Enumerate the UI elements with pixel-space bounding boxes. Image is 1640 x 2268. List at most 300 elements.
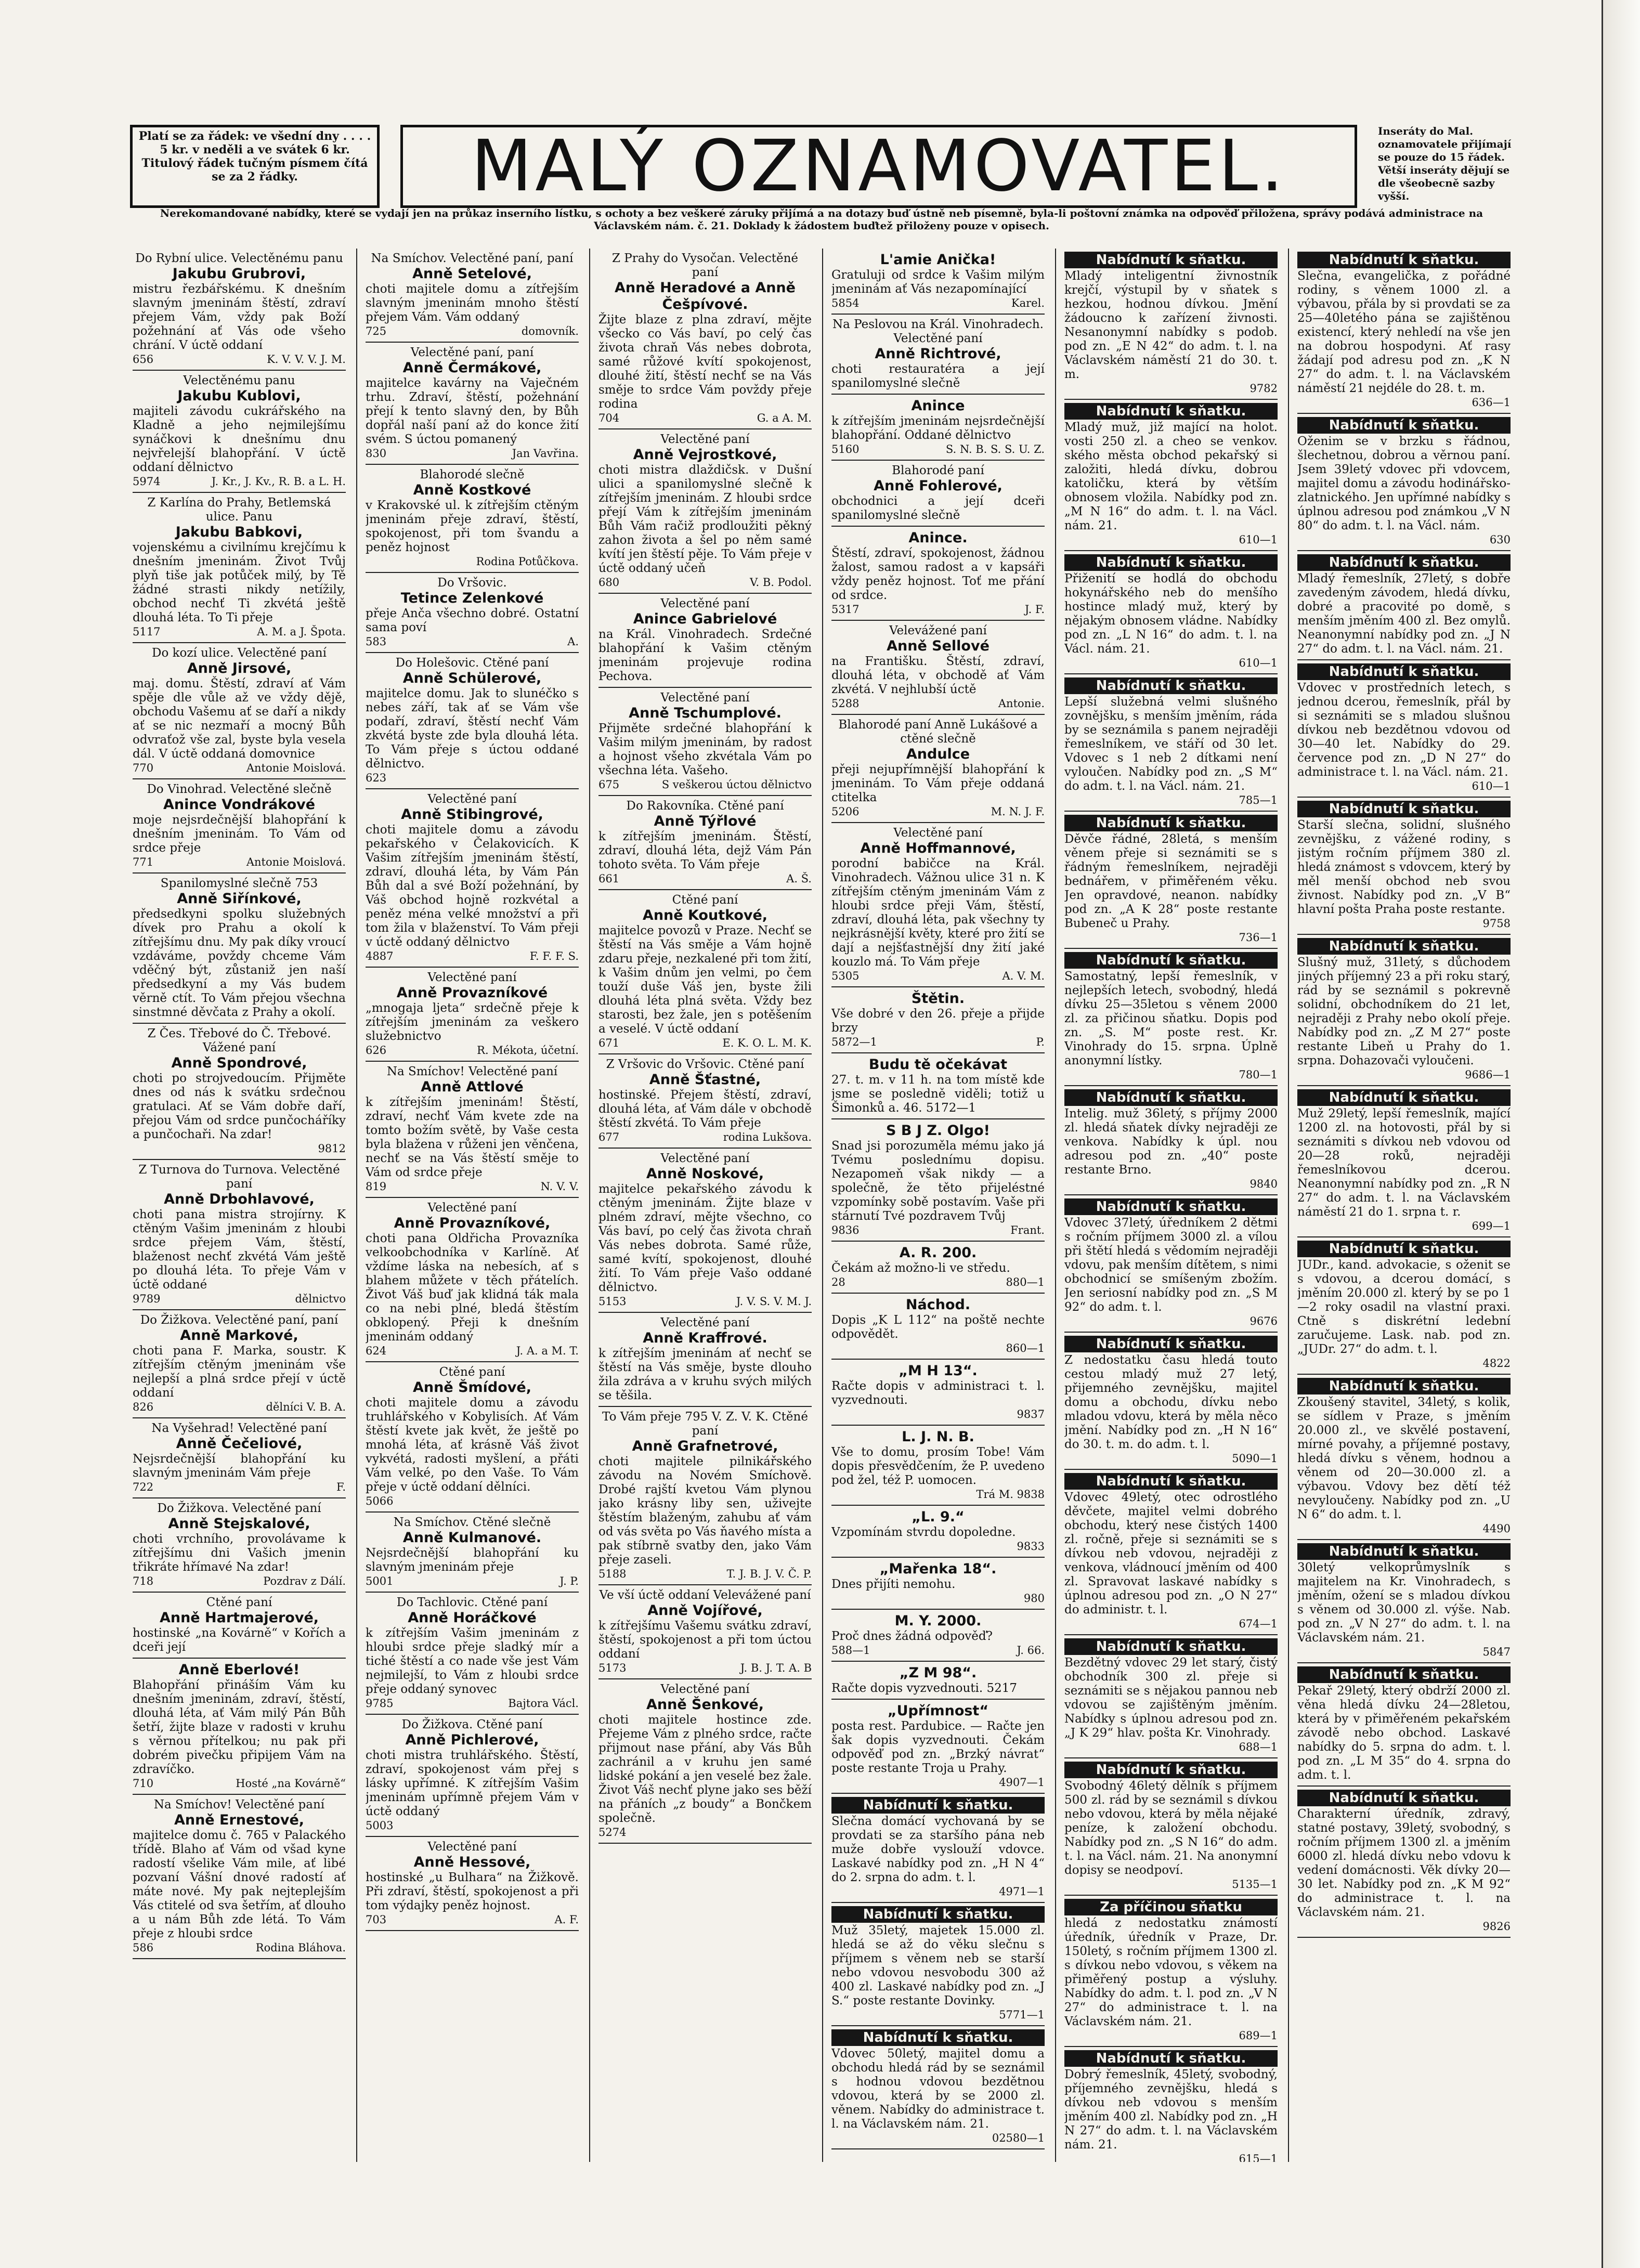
ad-text: Přiženití se hodlá do obchodu hokynářského neb do menšího hostince mladý muž, který by nějakým obnosem vládne. Nabídky pod zn. „L N 16“ do adm. t. l. na Václ. nám. 21. (1064, 572, 1278, 656)
classified-ad (1297, 1787, 1511, 1938)
ad-number: 677 (598, 1131, 620, 1143)
ad-text: Nejsrdečnější blahopřání ku slavným jmeninám přeje (366, 1546, 579, 1574)
ad-signature-row (831, 1407, 1045, 1422)
classified-ad (133, 1593, 346, 1659)
ad-heading: Nabídnutí k sňatku. (1297, 801, 1511, 817)
ad-heading: Nabídnutí k sňatku. (1064, 1762, 1278, 1778)
price-box: Platí se za řádek: ve všední dny . . . . 5 kr. v neděli a ve svátek 6 kr. Titulový řádek tučným písmem čítá se za 2 řádky. (130, 125, 380, 208)
classified-ad (1064, 249, 1278, 400)
ad-text: Z nedostatku času hledá touto cestou mladý muž 27 letý, přijemného zevnějšku, majitel domu a obchodu, dívku nebo mladou vdovu, která by měla něco jmění. Nabídky pod zn. „H N 16“ do 30. t. m. do adm. t. l. (1064, 1353, 1278, 1451)
ad-signature: rodina Lukšova. (723, 1131, 812, 1143)
ad-heading: Tetince Zelenkové (400, 590, 544, 606)
ad-text: majitelce povozů v Praze. Nechť se štěstí na Vás směje a Vám hojně zdaru přeje, nezkalené při tom žití, k Vašim dnům jen velmi, po čem touží duše Váš jen, byste žili dlouhá léta plná světa. Vždy bez starosti, bez žale, jen s potěšením a veselé. V úctě oddaní (598, 924, 812, 1036)
ad-heading: Anně Ernestové, (174, 1812, 305, 1828)
ad-text: Vdovec 50letý, majitel domu a obchodu hledá rád by se seznámil s hodnou vdovou bezdětnou vdovou, která by se 2000 zl. věnem. Nabídky do administrace t. l. na Václavském nám. 21. (831, 2047, 1045, 2131)
ad-signature-row (831, 442, 1045, 457)
ad-salutation: Z Karlína do Prahy, Betlemská ulice. Panu (147, 496, 331, 524)
ad-number: 588—1 (831, 1644, 870, 1657)
ad-signature: J. V. S. V. M. J. (736, 1295, 812, 1308)
ad-text: hostinské „na Kovárně“ v Kořích a dceři její (133, 1626, 346, 1654)
masthead (130, 125, 1513, 208)
ad-number: 722 (133, 1481, 154, 1493)
ad-signature: M. N. J. F. (991, 805, 1045, 818)
ad-signature: J. A. a M. T. (516, 1345, 579, 1357)
ad-heading: Nabídnutí k sňatku. (1297, 1378, 1511, 1394)
ad-number: 5173 (598, 1662, 627, 1674)
ad-text: Intelig. muž 36letý, s příjmy 2000 zl. hledá sňatek dívky nejraději ze venkova. Nabídky k úpl. nou adresou pod zn. „40“ poste restante Brno. (1064, 1107, 1278, 1177)
ad-signature-row (1064, 2029, 1278, 2043)
ad-number: 626 (366, 1044, 387, 1057)
ad-heading: Nabídnutí k sňatku. (1297, 1089, 1511, 1106)
ad-signature-row (831, 1885, 1045, 1899)
ad-salutation: Blahorodé slečně (420, 468, 525, 481)
ad-heading: Nabídnutí k sňatku. (1064, 815, 1278, 831)
ad-text: choti majitele domu a zítřejším slavným jmeninám mnoho štěstí přejem Vám. Vám oddaný (366, 282, 579, 324)
ad-signature: 9676 (1249, 1315, 1278, 1327)
ad-heading: Anně Attlové (421, 1079, 524, 1095)
ad-text: Vdovec 37letý, úředníkem 2 dětmi s ročním příjmem 3000 zl. a vílou při štětí hledá s vědomím nejraději vdovu, pak menším dítětem, s nimi obchodnicí se smíšeným zbožím. Jen seriosní nabídky pod zn. „S M 92“ do adm. t. l. (1064, 1216, 1278, 1314)
classified-ad (133, 1418, 346, 1498)
ad-signature-row (1064, 533, 1278, 547)
ad-salutation: Blahorodé paní (892, 464, 984, 477)
insertion-rules: Inseráty do Mal. oznamovatele přijímají se pouze do 15 řádek. Větší inseráty dějují se dle všeobecně sazby vyšší. (1378, 125, 1512, 202)
ad-signature: E. K. O. L. M. K. (722, 1037, 812, 1049)
ad-signature-row (1297, 1920, 1511, 1934)
ad-text: Dopis „K L 112“ na poště nechte odpovědět. (831, 1313, 1045, 1341)
ad-number: 826 (133, 1401, 154, 1413)
ad-number: 830 (366, 447, 387, 460)
ad-signature: Karel. (1011, 297, 1045, 309)
classified-ad (1297, 660, 1511, 798)
ad-salutation: Ctěné paní (439, 1365, 505, 1379)
ad-signature: A. F. (554, 1913, 579, 1926)
ad-signature: 02580—1 (992, 2132, 1045, 2144)
classified-ad (598, 1679, 812, 1844)
ad-heading: Anně Koutkové, (642, 907, 768, 923)
ad-text: Vzpomínám stvrdu dopoledne. (831, 1526, 1016, 1539)
ad-signature: J. P. (559, 1575, 579, 1587)
classified-ad (133, 874, 346, 1024)
ad-text: majitelce kavárny na Vaječném trhu. Zdraví, štěstí, požehnání přejí k tento slavný den, by Bůh dopřál naší paní až do konce žití svém. S úctou pomanený (366, 376, 579, 446)
ad-number: 661 (598, 872, 620, 885)
classified-ad (831, 1903, 1045, 2026)
ad-heading: Nabídnutí k sňatku. (1064, 1473, 1278, 1490)
classified-ad (366, 1198, 579, 1362)
ad-signature-row (133, 1142, 346, 1156)
ad-signature: S. N. B. S. S. U. Z. (945, 443, 1045, 455)
ad-text: Vše to domu, prosím Tobe! Vám dopis přesvědčením, že P. uvedeno pod žel, též P. uomocen. (831, 1445, 1045, 1487)
classified-ad (1064, 551, 1278, 674)
classified-ad (1064, 674, 1278, 812)
ad-heading: Anince Vondrákové (163, 797, 316, 813)
classified-ad (831, 715, 1045, 823)
ad-signature: dělníci V. B. A. (266, 1401, 346, 1413)
ad-heading: Anně Heradové a Anně Češpívové. (615, 280, 796, 312)
ad-number: 5854 (831, 297, 860, 309)
ad-heading: Anně Šmídové, (413, 1379, 531, 1396)
ad-text: v Krakovské ul. k zítřejším ctěným jmeninám přeje zdraví, štěstí, spokojenost, při tom švandu a peněz hojnost (366, 499, 579, 554)
ad-salutation: Na Smíchov! Velectěné paní (153, 1798, 325, 1811)
ad-text: 27. t. m. v 11 h. na tom místě kde jsme se posledně viděli; totiž u Šimonků a. 46. 5172—1 (831, 1073, 1045, 1115)
ad-signature: G. a A. M. (757, 412, 812, 424)
ad-signature-row (831, 1035, 1045, 1049)
ad-heading: Anně Siřínkové, (177, 891, 302, 907)
ad-heading: M. Y. 2000. (894, 1613, 982, 1629)
classified-ad (831, 527, 1045, 621)
ad-signature-row (366, 1494, 579, 1508)
ad-signature-row (1064, 1740, 1278, 1754)
ad-text: Slečna domácí vychovaná by se provdati se za staršího pána neb muže dobře vyslouží vdovce. Laskavé nabídky pod zn. „H N 4“ do 2. srpna do adm. t. l. (831, 1815, 1045, 1884)
ad-salutation: Ctěné paní (672, 893, 738, 907)
ad-text: Nejsrdečnější blahopřání ku slavným jmeninám Vám přeje (133, 1452, 346, 1480)
classified-ad (831, 461, 1045, 527)
ad-number: 5206 (831, 805, 860, 818)
classified-ad (1064, 1896, 1278, 2047)
ad-signature: 636—1 (1472, 396, 1511, 409)
ad-text: choti mistra dlaždičsk. v Dušní ulici a spanilomyslné slečně k zítřejším jmeninám. Z hloubi srdce přejí Vám k zítřejším jmeninám Bůh Vám račiž prodloužiti pěkný zahon života a šel po něm samé kvítí jen štěstí pěje. To Vám přeje v úctě oddaný učeň (598, 463, 812, 575)
ad-signature: Hosté „na Kovárně“ (236, 1777, 346, 1790)
ad-signature: 880—1 (1006, 1276, 1045, 1288)
ad-heading: Anně Jirsové, (187, 660, 292, 676)
ad-signature: 610—1 (1239, 533, 1278, 546)
ad-text: předsedkyni spolku služebných dívek pro Prahu a okolí k zítřejšímu dnu. My pak díky vroucí vzdáváme, povždy chceme Vám vděčný být, zůstaniž jen naší předsedkyní a my Vás budem věrně ctít. To Vám přejou všechna sinstmné děvčata z Prahy a okolí. (133, 907, 346, 1019)
ad-signature-row (831, 1488, 1045, 1502)
ad-heading: Za příčinou sňatku (1064, 1899, 1278, 1915)
ad-heading: Anně Horáčkové (408, 1610, 537, 1626)
ad-salutation: Velectěné paní, paní (410, 346, 534, 359)
ad-text: Pekař 29letý, který obdrží 2000 zl. věna hledá dívku 24—28letou, která by v přiměřeném pekařském závodě nebo obchod. Laskavé nabídky do 5. srpna do adm. t. l. pod zn. „L M 35“ do 4. srpna do adm. t. l. (1297, 1684, 1511, 1782)
ad-signature: 610—1 (1239, 657, 1278, 669)
ad-signature: Antonie. (998, 697, 1045, 710)
ad-signature-row (831, 2008, 1045, 2022)
ad-signature-row (1297, 917, 1511, 931)
ad-heading: Nabídnutí k sňatku. (1064, 2050, 1278, 2067)
classified-ad (1297, 1663, 1511, 1787)
classified-ad (366, 968, 579, 1062)
ad-signature-row (831, 1776, 1045, 1790)
ad-signature-row (133, 353, 346, 367)
ad-text: posta rest. Pardubice. — Račte jen šak dopis vyzvednouti. Čekám odpověď pod zn. „Brzký návrat“ poste restante Troja u Prahy. (831, 1719, 1045, 1775)
ad-signature-row (1064, 382, 1278, 396)
ad-salutation: Velectěné paní (660, 1152, 750, 1165)
ad-heading: Nabídnutí k sňatku. (1297, 663, 1511, 680)
ad-text: Račte dopis vyzvednouti. 5217 (831, 1682, 1018, 1695)
ad-text: hledá z nedostatku známostí úředník, úředník v Praze, Dr. 150letý, s ročním příjmem 1300 zl. s dívkou nebo vdovou, s věkem na přiměřený postup a výsluhy. Nabídky do adm. t. l. pod zn. „V N 27“ do administrace t. l. na Václavském nám. 21. (1064, 1917, 1278, 2028)
ad-signature: 630 (1489, 533, 1511, 546)
ad-signature-row (366, 1697, 579, 1711)
classified-ad (1297, 551, 1511, 660)
ad-signature-row (1064, 2152, 1278, 2162)
ad-heading: Andulce (906, 746, 970, 762)
ad-text: 30letý velkoprůmyslník s majitelem na Kr. Vinohradech, s jměním, ožení se s mladou dívkou s věnem od 30.000 zl. výše. Nab. pod zn. „V N 27“ do adm. t. l. na Václavském nám. 21. (1297, 1561, 1511, 1645)
ad-heading: „M H 13“. (899, 1363, 978, 1379)
ad-text: „mnogaja ljeta“ srdečně přeje k zítřejším jmeninám za veškero služebnictvo (366, 1001, 579, 1043)
ad-text: na Král. Vinohradech. Srdečné blahopřání k Vašim ctěným jmeninám projevuje rodina Pechova. (598, 628, 812, 683)
ad-heading: Anně Kulmanové. (402, 1530, 542, 1546)
ad-text: Slušný muž, 31letý, s důchodem jiných příjemný 23 a při roku starý, rád by se seznámil s pokrevně solidní, obchodníkem do 21 let, nejraději z Prahy nebo okolí přeje. Nabídky pod zn. „Z M 27“ poste restante Libeň u Prahy do 1. srpna. Dohazovači vyloučeni. (1297, 956, 1511, 1067)
classified-ad (1064, 1333, 1278, 1470)
ad-salutation: Do Vršovic. (437, 576, 507, 590)
ad-heading: Anně Šťastné, (649, 1072, 761, 1088)
classified-ad (1297, 249, 1511, 414)
ad-salutation: Do Žižkova. Ctěné paní (401, 1718, 543, 1731)
classified-ad (366, 343, 579, 465)
ad-signature-row (1064, 1068, 1278, 1082)
ad-number: 5274 (598, 1826, 627, 1839)
classified-ad (831, 315, 1045, 395)
ad-signature-row (598, 1036, 812, 1050)
ad-heading: Jakubu Kublovi, (177, 388, 301, 404)
ad-text: Vdovec v prostředních letech, s jednou dcerou, řemeslník, přál by si seznámiti se s mladou slušnou dívkou neb bezdětnou vdovou od 30—40 let. Nabídky do 29. července pod zn. „D N 27“ do administrace t. l. na Václ. nám. 21. (1297, 681, 1511, 779)
classified-ad (598, 1054, 812, 1149)
ad-signature-row (831, 969, 1045, 983)
ad-heading: Nabídnutí k sňatku. (831, 2029, 1045, 2046)
classified-ad (831, 2026, 1045, 2149)
ad-signature: domovník. (521, 325, 579, 337)
ad-heading: Anně Šenkové, (646, 1697, 764, 1713)
classified-ad (1064, 1635, 1278, 1758)
ad-text: k zítřejším jmeninám! Štěstí, zdraví, nechť Vám kvete zde na tomto božím světě, by Vaše cesta byla blažena v růženi jen věnčena, nechť se na Vás štěstí směje to Vám od srdce přeje (366, 1096, 579, 1179)
classified-ad (831, 1506, 1045, 1558)
ad-number: 5317 (831, 603, 860, 616)
ad-text: choti pana mistra strojírny. K ctěným Vašim jmeninám z hloubi srdce přejem Vám, štěstí, blaženost nechť zkvétá Vám ještě po dlouhá léta. To přeje Vám v úctě oddané (133, 1208, 346, 1292)
column-4 (831, 249, 1045, 2162)
ad-signature: 9782 (1249, 382, 1278, 395)
ad-signature-row (366, 324, 579, 338)
classified-ad (1064, 812, 1278, 949)
ad-signature: 699—1 (1472, 1220, 1511, 1232)
classified-ad (366, 573, 579, 653)
classified-ad (133, 493, 346, 643)
ad-number: 5872—1 (831, 1036, 877, 1048)
ad-heading: Nabídnutí k sňatku. (1297, 1241, 1511, 1257)
ad-number: 583 (366, 635, 387, 648)
ad-signature: S veškerou úctou dělnictvo (661, 778, 812, 791)
ad-signature: J. 66. (1017, 1644, 1045, 1657)
ad-heading: Anně Stejskalové, (168, 1516, 310, 1532)
ad-number: 9789 (133, 1293, 161, 1305)
ad-heading: Anně Eberlové! (178, 1662, 300, 1678)
classified-ad (831, 1119, 1045, 1242)
classified-ad (1064, 2047, 1278, 2162)
ad-signature: 5847 (1482, 1646, 1511, 1658)
ad-signature-row (1297, 533, 1511, 547)
ad-signature: 9833 (1017, 1540, 1045, 1553)
classified-ad (1297, 1237, 1511, 1375)
ad-heading: Náchod. (905, 1297, 971, 1313)
classified-ad (1297, 1375, 1511, 1540)
ad-signature: A. (567, 635, 579, 648)
ad-signature-row (133, 1574, 346, 1588)
ad-text: Račte dopis v administraci t. l. vyzvednouti. (831, 1379, 1045, 1407)
classified-ad (366, 653, 579, 789)
ad-signature-row (133, 1292, 346, 1306)
ad-signature: 780—1 (1239, 1068, 1278, 1081)
ad-text: k zítřejšímu Vašemu svátku zdraví, štěstí, spokojenost a při tom úctou oddaní (598, 1619, 812, 1661)
ad-number: 710 (133, 1777, 154, 1790)
ad-signature: Rodina Potůčkova. (476, 555, 579, 568)
ad-salutation: Spanilomyslné slečně 753 (160, 877, 318, 890)
classified-ad (133, 779, 346, 874)
ad-text: choti majitele pilnikářského závodu na Novém Smíchově. Drobé rajští kvetou Vám plynou jako krásny liby sen, uživejte štěstím blaženým, zahubu ať vám od vás světa po Vás ňavého místa a pak stíbrně svatby den, jako Vám přeje zaseli. (598, 1455, 812, 1567)
ad-salutation: Ve vší úctě oddaní Velevážené paní (599, 1588, 811, 1602)
ad-text: k zítřejším Vašim jmeninám z hloubi srdce přeje sladký mír a tiché štěstí a co nade vše jest Vám nejmilejší, to Vám z hloubi srdce přeje oddaný synovec (366, 1626, 579, 1696)
classified-ad (831, 1294, 1045, 1360)
classified-ad (366, 1362, 579, 1513)
ad-signature: Antonie Moislová. (246, 856, 346, 868)
ad-heading: Anně Čečeliové, (176, 1436, 303, 1452)
ad-signature: Antonie Moislová. (246, 762, 346, 774)
ad-signature-row (1297, 779, 1511, 793)
ad-signature: 736—1 (1239, 931, 1278, 944)
column-rule (356, 249, 357, 2162)
ad-heading: Anně Tschumplové. (629, 705, 782, 721)
publisher-notice: Nerekomandované nabídky, které se vydají jen na průkaz inserního lístku, s ochoty a bez veškeré záruky přijímá a na dotazy buď ústně neb písemně, byla-li poštovní známka na odpověď přiložena, správy podává administrace na Václavském nám. č. 21. Doklady k žádostem buďtež přiloženy pouze v opisech. (160, 207, 1483, 232)
ad-text: choti pana Oldřicha Provazníka velkoobchodníka v Karlíně. Ať vždíme láska na nebesích, ať s blahem můžete v těch přátelích. Život Váš buď jak klidná ták mala co na nebi plné, bledá štěstím obklopený. Přeji k dnešním jmeninám oddaný (366, 1232, 579, 1344)
ad-signature-row (831, 1223, 1045, 1237)
classified-ad (598, 594, 812, 688)
ad-heading: Jakubu Grubrovi, (172, 266, 306, 282)
ad-heading: Anně Richtrové, (875, 346, 1001, 362)
classified-ad (598, 796, 812, 890)
ad-number: 5974 (133, 475, 161, 488)
ad-signature-row (133, 625, 346, 639)
ad-signature-row (366, 1913, 579, 1927)
classified-ad (598, 1313, 812, 1407)
ad-signature: A. M. a J. Špota. (257, 625, 346, 638)
ad-text: přeje Anča všechno dobré. Ostatní sama poví (366, 607, 579, 634)
ad-signature: 860—1 (1006, 1342, 1045, 1354)
ad-signature-row (831, 296, 1045, 310)
ad-signature: J. Kr., J. Kv., R. B. a L. H. (211, 475, 346, 488)
ad-signature-row (598, 411, 812, 425)
ad-number: 680 (598, 576, 620, 589)
ad-signature-row (831, 1275, 1045, 1289)
ad-signature-row (366, 447, 579, 461)
ad-text: Slečna, evangelička, z pořádné rodiny, s věnem 1000 zl. a výbavou, přála by si provdati se za 25—40letého pána se zajištěnou existencí, který nehledí na vše jen na dobrou hospodyni. Ať rasy žádají pod adresu pod zn. „K N 27“ do adm. t. l. na Václavském náměstí 21 nejdéle do 28. t. m. (1297, 269, 1511, 395)
ad-salutation: Do Rakovníka. Ctěné paní (626, 799, 784, 813)
ad-signature: 5135—1 (1232, 1878, 1278, 1891)
ad-signature-row (1064, 1314, 1278, 1328)
ad-salutation: Velectěnému panu (183, 374, 295, 387)
ad-number: 586 (133, 1941, 154, 1954)
classified-ad (1297, 1540, 1511, 1663)
ad-signature-row (598, 576, 812, 590)
column-6 (1297, 249, 1511, 2162)
ad-signature: Bajtora Václ. (508, 1697, 579, 1710)
classified-ad (366, 1837, 579, 1931)
ad-heading: A. R. 200. (899, 1245, 977, 1261)
ad-signature-row (1064, 1617, 1278, 1631)
classified-ad (133, 1024, 346, 1160)
ad-heading: Nabídnutí k sňatku. (1064, 1198, 1278, 1215)
ad-signature-row (598, 1826, 812, 1840)
ad-text: Mladý muž, již mající na holot. vosti 250 zl. a cheo se venkov. ského města obchod pekařský si založiti, hledá dívku, dobrou katoličku, která by větším obnosem vložila. Nabídky pod zn. „M N 16“ do adm. t. l. na Václ. nám. 21. (1064, 421, 1278, 532)
ad-signature: J. F. (1024, 603, 1045, 616)
classified-ad (1064, 1470, 1278, 1635)
ad-signature: V. B. Podol. (749, 576, 812, 589)
ad-signature-row (133, 1777, 346, 1791)
classified-ad (831, 987, 1045, 1053)
classified-ad (1064, 1758, 1278, 1896)
ad-signature-row (133, 1400, 346, 1414)
ad-text: Dnes přijíti nemohu. (831, 1578, 956, 1591)
ad-text: choti restauratéra a její spanilomyslné slečně (831, 362, 1045, 390)
classified-ad (366, 1062, 579, 1198)
ad-signature: Frant. (1010, 1224, 1045, 1236)
ad-heading: Anně Hoffmannové, (860, 840, 1016, 856)
ad-heading: Nabídnutí k sňatku. (1064, 952, 1278, 969)
ad-heading: Anně Týřlové (654, 813, 757, 829)
ad-number: 5305 (831, 970, 860, 982)
ad-signature-row (598, 872, 812, 886)
column-3 (598, 249, 812, 2162)
ad-signature-row (366, 1180, 579, 1194)
classified-ad (133, 1160, 346, 1310)
ad-signature: 674—1 (1239, 1618, 1278, 1630)
ad-text: Vdovec 49letý, otec odrostlého děvčete, majitel velmi dobrého obchodu, který nese čistých 1400 zl. ročně, přeje si seznámiti se s dívkou neb vdovou, nejraději z venkova, vládnoucí jměním od 400 zl. Spravovat laskavé nabídky s úplnou adresou pod zn. „O N 27“ do administr. t. l. (1064, 1491, 1278, 1617)
classified-ad (831, 1610, 1045, 1662)
ad-salutation: Na Peslovou na Král. Vinohradech. Velectěné paní (832, 318, 1044, 345)
ad-heading: „L. 9.“ (912, 1509, 965, 1525)
classified-ad (133, 1498, 346, 1593)
binding-edge (1602, 0, 1640, 2268)
ad-signature: A. Š. (786, 872, 812, 885)
ad-signature: Pozdrav z Dálí. (263, 1575, 346, 1587)
ad-signature-row (133, 761, 346, 775)
ad-salutation: Velectěné paní (893, 826, 983, 840)
ad-number: 5288 (831, 697, 860, 710)
ad-signature-row (366, 1044, 579, 1058)
classified-ad (1064, 949, 1278, 1086)
ad-number: 725 (366, 325, 387, 337)
ad-text: Blahopřání přináším Vám ku dnešním jmeninám, zdraví, štěstí, dlouhá léta, ať Vám milý Pán Bůh šetří, žijte blaze v radosti v kruhu s věrnou přítelkou; nu pak při dobrém pivečku připijem Vám na zdravíčko. (133, 1678, 346, 1776)
ad-text: Starší slečna, solidní, slušného zevnějšku, z vážené rodiny, s jistým ročním příjmem 380 zl. hledá známost s vdovcem, který by měl menší obchod neb svou živnost. Nabídky pod zn. „V B“ hlavní pošta Praha poste restante. (1297, 818, 1511, 916)
ad-text: majitelce domu. Jak to slunéčko s nebes září, tak ať se Vám vše podaří, zdraví, štěstí nechť Vám zkvétá byste zde byla dlouhá léta. To Vám přeje s úctou oddané dělnictvo. (366, 687, 579, 771)
ad-signature: 980 (1023, 1592, 1045, 1605)
ad-heading: Anně Provazníkové (396, 985, 548, 1001)
classified-ad (831, 621, 1045, 715)
column-rule (589, 249, 590, 2162)
ad-text: Mladý inteligentní živnostník krejčí, výstupil by v sňatek s hezkou, hodnou dívkou. Jmění žádoucno k zařízení živnosti. Nesanonymní nabídky s podob. pod zn. „E N 42“ do adm. t. l. na Václavském náměstí 21 do 30. t. m. (1064, 269, 1278, 381)
classified-ad (133, 371, 346, 493)
ad-signature-row (598, 1295, 812, 1309)
ad-text: k zítřejším jmeninám nejsrdečnější blahopřání. Oddané dělnictvo (831, 414, 1045, 442)
ad-text: moje nejsrdečnější blahopřání k dnešním jmeninám. To Vám od srdce přeje (133, 813, 346, 855)
ad-heading: Anně Hartmajerové, (159, 1610, 319, 1626)
classified-ad (831, 823, 1045, 987)
ad-signature: 9837 (1017, 1408, 1045, 1420)
ad-text: Vše dobré v den 26. přeje a přijde brzy (831, 1007, 1045, 1035)
classified-ad (598, 688, 812, 796)
ad-text: Muž 35letý, majetek 15.000 zl. hledá se až do věku slečnu s příjmem s věnem neb se starší nebo vdovou nesvobodu 300 až 400 zl. Laskavé nabídky pod zn. „J S.“ poste restante Dovinky. (831, 1924, 1045, 2008)
ad-number: 704 (598, 412, 620, 424)
ad-heading: Nabídnutí k sňatku. (1064, 252, 1278, 268)
ad-signature-row (598, 1130, 812, 1144)
ad-number: 9836 (831, 1224, 860, 1236)
ad-heading: Anince. (908, 530, 968, 546)
classified-ad (1297, 935, 1511, 1086)
ad-number: 770 (133, 762, 154, 774)
ad-text: obchodnici a její dceři spanilomyslné slečně (831, 494, 1045, 522)
ad-text: majitelce pekařského závodu k ctěným jmeninám. Žijte blaze v plném zdraví, mějte všechno, co Vás baví, po celý čas života chraň Vás nebes dobrota. Samé růže, samé kvítí, spokojenost, dlouhé žití. To Vám přeje Vašo oddané dělnictvo. (598, 1182, 812, 1294)
ad-text: Žijte blaze z plna zdraví, mějte všecko co Vás baví, po celý čas života chraň Vás nebes dobrota, samé růžové kvítí spokojenost, dlouhé žití, štěstí nechť se na Vás směje to srdce Vám povždy přeje rodina (598, 313, 812, 411)
ad-heading: Anně Kostkové (413, 482, 531, 498)
ad-signature-row (1064, 1878, 1278, 1892)
ad-signature: 4822 (1482, 1357, 1511, 1370)
ad-heading: Nabídnutí k sňatku. (1064, 1336, 1278, 1352)
column-rule (822, 249, 823, 2162)
